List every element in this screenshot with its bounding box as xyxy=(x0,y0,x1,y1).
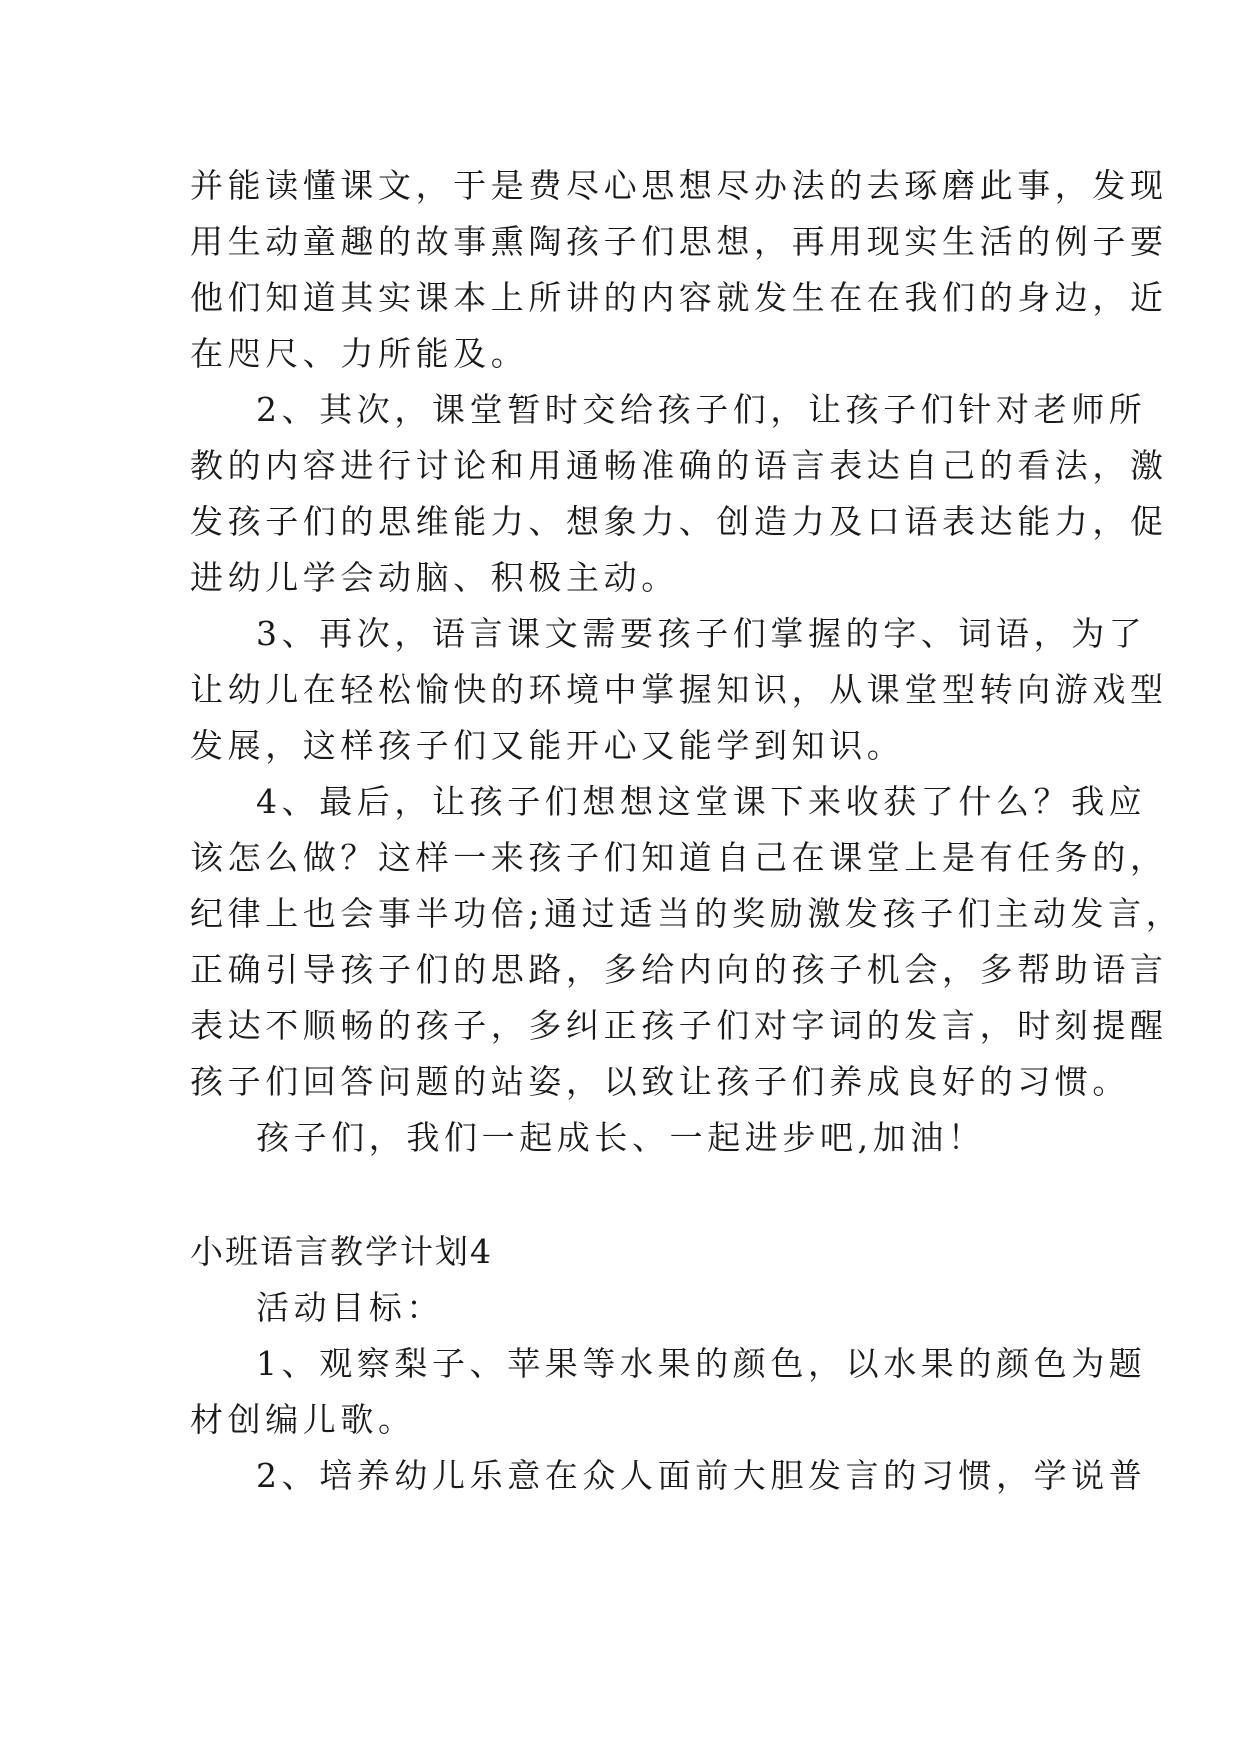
body-text-line: 该怎么做？这样一来孩子们知道自己在课堂上是有任务的， xyxy=(190,838,1168,877)
body-text-line: 表达不顺畅的孩子，多纠正孩子们对字词的发言，时刻提醒 xyxy=(190,1006,1168,1045)
body-text-line: 发展，这样孩子们又能开心又能学到知识。 xyxy=(190,726,905,765)
body-text-line: 发孩子们的思维能力、想象力、创造力及口语表达能力，促 xyxy=(190,502,1168,541)
body-text-line: 在咫尺、力所能及。 xyxy=(190,334,529,373)
body-text-line: 2、其次，课堂暂时交给孩子们，让孩子们针对老师所 xyxy=(256,390,1147,429)
body-text-line: 并能读懂课文，于是费尽心思想尽办法的去琢磨此事，发现 xyxy=(190,166,1168,205)
body-text-line: 让幼儿在轻松愉快的环境中掌握知识，从课堂型转向游戏型 xyxy=(190,670,1168,709)
body-text-line: 孩子们回答问题的站姿，以致让孩子们养成良好的习惯。 xyxy=(190,1062,1130,1101)
body-text-line: 正确引导孩子们的思路，多给内向的孩子机会，多帮助语言 xyxy=(190,950,1168,989)
subheading: 活动目标： xyxy=(256,1288,444,1327)
body-text-line: 教的内容进行讨论和用通畅准确的语言表达自己的看法，激 xyxy=(190,446,1168,485)
body-text-line: 2、培养幼儿乐意在众人面前大胆发言的习惯，学说普 xyxy=(256,1456,1147,1495)
body-text-line: 纪律上也会事半功倍;通过适当的奖励激发孩子们主动发言， xyxy=(190,894,1184,933)
body-text-line: 孩子们，我们一起成长、一起进步吧,加油！ xyxy=(256,1118,986,1157)
body-text-line: 用生动童趣的故事熏陶孩子们思想，再用现实生活的例子要 xyxy=(190,222,1168,261)
body-text-line: 1、观察梨子、苹果等水果的颜色，以水果的颜色为题 xyxy=(256,1344,1147,1383)
body-text-line: 进幼儿学会动脑、积极主动。 xyxy=(190,558,679,597)
body-text-line: 材创编儿歌。 xyxy=(190,1400,416,1439)
body-text-line: 3、再次，语言课文需要孩子们掌握的字、词语，为了 xyxy=(256,614,1147,653)
body-text-line: 他们知道其实课本上所讲的内容就发生在在我们的身边，近 xyxy=(190,278,1168,317)
body-text-line: 4、最后，让孩子们想想这堂课下来收获了什么？我应 xyxy=(256,782,1147,821)
section-heading: 小班语言教学计划4 xyxy=(190,1232,493,1271)
